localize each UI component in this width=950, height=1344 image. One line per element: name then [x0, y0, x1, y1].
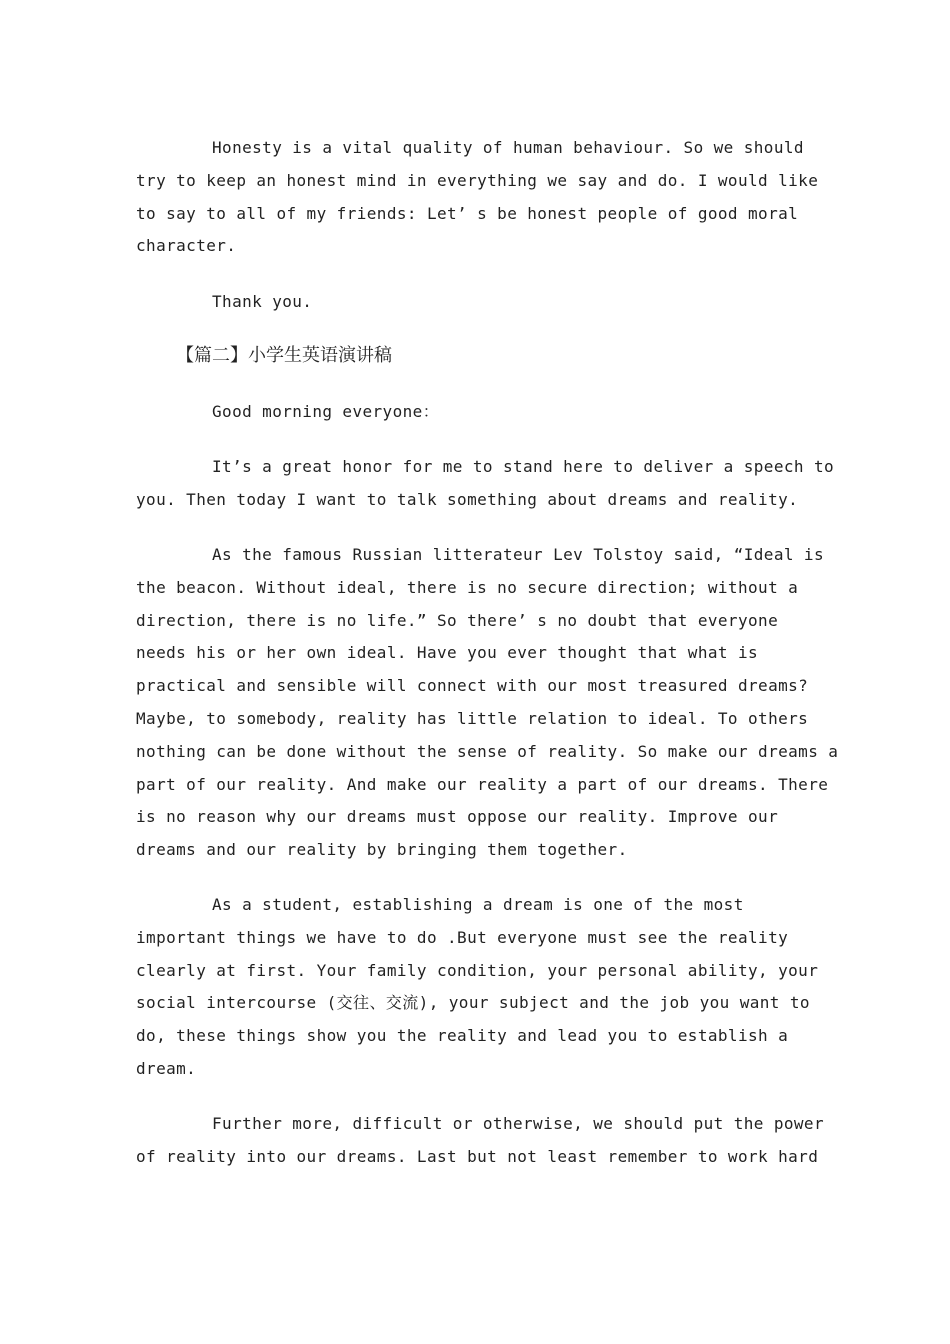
- paragraph-honesty: [136, 132, 819, 263]
- text-line: Thank you.: [212, 292, 313, 311]
- paragraph-student: [136, 889, 819, 1086]
- text-line: Good morning everyone：: [212, 402, 440, 421]
- paragraph-thanks: [136, 286, 816, 319]
- paragraph-further: [136, 1108, 825, 1174]
- paragraph-tolstoy: [136, 539, 839, 867]
- section-heading: 【篇二】小学生英语演讲稿: [176, 345, 392, 366]
- text-line: character.: [136, 236, 237, 256]
- text-line: practical and sensible will connect with our most treasured dreams?: [136, 676, 809, 696]
- paragraph-greeting: [136, 396, 816, 429]
- paragraph-intro: [136, 451, 835, 517]
- text-line: Further more, difficult or otherwise, we should put the power: [212, 1114, 825, 1133]
- text-line: nothing can be done without the sense of reality. So make our dreams a: [136, 741, 839, 761]
- text-line: part of our reality. And make our reality a part of our dreams. There: [136, 774, 829, 794]
- text-line: As a student, establishing a dream is one of the most: [212, 895, 744, 914]
- text-line: is no reason why our dreams must oppose our reality. Improve our: [136, 807, 779, 827]
- text-line: you. Then today I want to talk something about dreams and reality.: [136, 489, 799, 509]
- text-line: important things we have to do .But everyone must see the reality: [136, 927, 789, 947]
- text-line: social intercourse (交往、交流), your subject and the job you want to: [136, 993, 810, 1013]
- text-line: dream.: [136, 1058, 197, 1078]
- text-line: to say to all of my friends: Let’ s be honest people of good moral: [136, 203, 799, 223]
- text-line: try to keep an honest mind in everything we say and do. I would like: [136, 170, 819, 190]
- text-line: the beacon. Without ideal, there is no secure direction; without a: [136, 577, 799, 597]
- text-line: As the famous Russian litterateur Lev Tolstoy said, “Ideal is: [212, 545, 825, 564]
- text-line: direction, there is no life.” So there’ s no doubt that everyone: [136, 610, 779, 630]
- text-line: clearly at first. Your family condition, your personal ability, your: [136, 960, 819, 980]
- text-line: dreams and our reality by bringing them together.: [136, 840, 628, 860]
- text-line: needs his or her own ideal. Have you ever thought that what is: [136, 643, 759, 663]
- text-line: do, these things show you the reality and lead you to establish a: [136, 1026, 789, 1046]
- text-line: of reality into our dreams. Last but not least remember to work hard: [136, 1146, 819, 1166]
- text-line: Honesty is a vital quality of human behaviour. So we should: [212, 138, 804, 157]
- text-line: It’s a great honor for me to stand here to deliver a speech to: [212, 457, 835, 476]
- text-line: Maybe, to somebody, reality has little relation to ideal. To others: [136, 708, 809, 728]
